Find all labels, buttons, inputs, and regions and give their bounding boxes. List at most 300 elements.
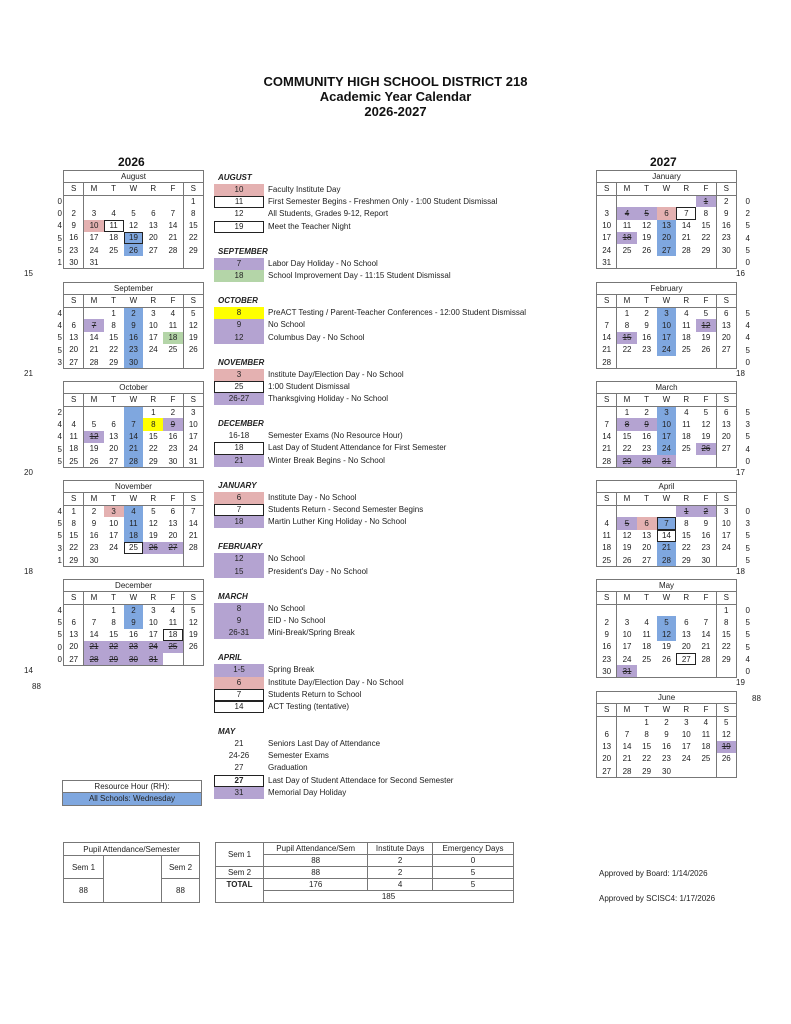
day-cell: 24 (716, 542, 736, 554)
weekday-header: S (716, 704, 736, 716)
day-cell: 24 (681, 754, 691, 764)
empty-cell (64, 195, 84, 207)
event-date: 3 (214, 369, 264, 381)
weekday-header: S (183, 295, 203, 307)
event-description: Columbus Day - No School (268, 332, 365, 342)
day-cell: 25 (642, 654, 652, 664)
day-cell: 21 (168, 233, 178, 243)
day-cell: 6 (151, 208, 156, 218)
month-name: August (64, 171, 203, 183)
month-attendance-total: 18 (24, 567, 33, 576)
day-cell: 5 (637, 207, 657, 219)
day-cell: 7 (703, 617, 709, 627)
day-cell: 20 (109, 444, 119, 454)
weekday-header: F (163, 592, 183, 604)
cell: 176 (264, 879, 368, 891)
event-description: Winter Break Begins - No School (268, 455, 385, 465)
day-cell: 13 (64, 629, 84, 641)
event-date: 16-18 (228, 431, 250, 441)
event-date: 7 (214, 504, 264, 516)
day-cell: 16 (662, 742, 671, 752)
weekday-header: T (637, 704, 657, 716)
day-cell: 28 (183, 542, 203, 554)
day-cell: 6 (64, 616, 84, 628)
day-cell: 24 (622, 654, 632, 664)
day-cell: 16 (642, 333, 652, 343)
day-cell: 28 (701, 654, 711, 664)
event-date: 12 (214, 553, 264, 565)
empty-cell (657, 256, 677, 268)
day-cell: 31 (89, 257, 99, 267)
event-row (214, 430, 574, 442)
day-cell: 9 (124, 319, 144, 331)
day-cell: 7 (597, 418, 617, 430)
day-cell: 9 (597, 629, 617, 641)
day-cell: 8 (143, 418, 163, 430)
day-cell: 10 (622, 630, 632, 640)
event-description: Institute Day/Election Day - No School (268, 677, 404, 687)
empty-cell (183, 256, 203, 268)
weekly-day-counts: 0 0 4 5 5 1 (57, 197, 62, 267)
day-cell: 8 (111, 617, 116, 627)
day-cell: 11 (622, 221, 632, 231)
empty-cell (124, 256, 144, 268)
weekday-header: S (716, 394, 736, 406)
attendance-summary-table (215, 842, 514, 903)
day-cell: 18 (163, 629, 183, 641)
day-cell: 4 (64, 418, 84, 430)
day-cell: 11 (701, 729, 711, 739)
event-description: Graduation (268, 763, 308, 773)
day-cell: 3 (151, 309, 156, 319)
empty-cell (163, 195, 183, 207)
empty-cell (163, 256, 183, 268)
empty-cell (676, 604, 696, 616)
day-cell: 2 (696, 505, 716, 517)
day-cell: 4 (124, 505, 144, 517)
day-cell: 13 (109, 432, 119, 442)
event-description: Memorial Day Holiday (268, 787, 347, 797)
school-year: 2026-2027 (364, 104, 427, 119)
empty-cell (617, 505, 637, 517)
day-cell: 11 (682, 320, 691, 330)
weekday-header: M (617, 704, 637, 716)
event-description: Spring Break (268, 665, 315, 675)
weekday-header: M (84, 295, 104, 307)
day-cell: 18 (681, 432, 691, 442)
day-cell: 26 (622, 555, 632, 565)
day-cell: 25 (168, 345, 178, 355)
day-cell: 3 (151, 606, 156, 616)
weekday-header: S (597, 704, 617, 716)
event-description: No School (268, 320, 305, 330)
day-cell: 16 (642, 432, 652, 442)
empty-cell (597, 716, 617, 728)
empty-cell (124, 195, 144, 207)
day-cell: 19 (701, 333, 711, 343)
day-cell: 30 (64, 256, 84, 268)
day-cell: 18 (701, 742, 711, 752)
weekday-header: S (716, 295, 736, 307)
day-cell: 9 (64, 220, 84, 232)
day-cell: 13 (168, 518, 178, 528)
day-cell: 2 (664, 718, 669, 728)
event-row (214, 762, 574, 774)
day-cell: 26 (143, 542, 163, 554)
day-cell: 26 (716, 753, 736, 765)
day-cell: 4 (684, 309, 689, 319)
day-cell: 22 (109, 345, 119, 355)
event-date: 18 (214, 516, 264, 528)
day-cell: 7 (183, 505, 203, 517)
day-cell: 12 (183, 319, 203, 331)
day-cell: 23 (642, 345, 652, 355)
weekday-header: R (676, 295, 696, 307)
day-cell: 20 (64, 344, 84, 356)
weekday-header: T (104, 295, 124, 307)
event-row (214, 553, 574, 565)
day-cell: 4 (703, 718, 709, 728)
day-cell: 14 (183, 517, 203, 529)
day-cell: 30 (701, 555, 711, 565)
weekday-header: S (716, 493, 736, 505)
weekday-header: T (637, 592, 657, 604)
day-cell: 14 (168, 221, 178, 231)
weekday-header: S (64, 295, 84, 307)
empty-cell (84, 307, 104, 319)
day-cell: 12 (642, 221, 652, 231)
day-cell: 3 (91, 208, 97, 218)
event-description: Meet the Teacher Night (268, 221, 351, 231)
month-name: January (597, 171, 736, 183)
empty-cell (676, 356, 696, 368)
weekday-header: R (143, 183, 163, 195)
day-cell: 28 (597, 455, 617, 467)
day-cell: 26 (183, 641, 203, 653)
weekday-header: W (657, 183, 677, 195)
day-cell: 5 (703, 309, 709, 319)
weekly-day-counts: 5 3 5 4 0 (745, 408, 750, 466)
event-row (214, 270, 574, 282)
day-cell: 24 (657, 344, 677, 356)
day-cell: 25 (109, 245, 119, 255)
day-cell: 4 (111, 208, 116, 218)
resource-hour-legend (62, 780, 202, 806)
empty-cell (597, 406, 617, 418)
day-cell: 1 (696, 195, 716, 207)
empty-cell (696, 455, 716, 467)
day-cell: 25 (64, 455, 84, 467)
day-cell: 11 (168, 617, 178, 627)
weekly-day-counts: 0 5 5 5 4 0 (745, 606, 750, 676)
empty-cell (716, 256, 736, 268)
day-cell: 20 (168, 531, 178, 541)
day-cell: 22 (183, 232, 203, 244)
day-cell: 15 (617, 332, 637, 344)
weekly-day-counts: 4 5 5 3 1 (57, 507, 62, 565)
month-attendance-total: 20 (24, 468, 33, 477)
day-cell: 12 (716, 728, 736, 740)
empty-cell (716, 455, 736, 467)
weekday-header: S (64, 592, 84, 604)
day-cell: 9 (703, 518, 709, 528)
grand-total: 185 (264, 891, 514, 903)
empty-cell (597, 307, 617, 319)
day-cell: 16 (89, 531, 99, 541)
day-cell: 15 (148, 432, 158, 442)
day-cell: 3 (657, 406, 677, 418)
scisc4-approval: Approved by SCISC4: 1/17/2026 (599, 894, 716, 903)
empty-cell (696, 604, 716, 616)
weekday-header: W (124, 295, 144, 307)
day-cell: 5 (91, 419, 97, 429)
day-cell: 10 (657, 418, 677, 430)
day-cell: 10 (109, 518, 119, 528)
day-cell: 31 (143, 653, 163, 665)
weekday-header: R (676, 493, 696, 505)
day-cell: 11 (104, 220, 124, 232)
event-row (214, 787, 574, 799)
day-cell: 15 (64, 530, 84, 542)
month-attendance-total: 15 (24, 269, 33, 279)
day-cell: 19 (701, 432, 711, 442)
day-cell: 1 (624, 309, 630, 319)
day-cell: 15 (109, 333, 119, 343)
day-cell: 28 (657, 554, 677, 566)
event-row (214, 221, 574, 233)
event-description: President's Day - No School (268, 566, 368, 576)
day-cell: 29 (64, 554, 84, 566)
event-description: No School (268, 603, 305, 613)
day-cell: 3 (624, 617, 630, 627)
day-cell: 22 (642, 754, 652, 764)
day-cell: 28 (597, 356, 617, 368)
weekday-header: W (124, 394, 144, 406)
event-row (214, 369, 574, 381)
weekday-header: S (716, 183, 736, 195)
semester2-total: 88 (752, 694, 761, 703)
day-cell: 12 (183, 616, 203, 628)
day-cell: 9 (637, 418, 657, 430)
day-cell: 16 (129, 630, 138, 640)
day-cell: 13 (148, 221, 158, 231)
day-cell: 6 (637, 517, 657, 529)
day-cell: 18 (681, 333, 691, 343)
year-label-right: 2027 (650, 155, 677, 169)
day-cell: 3 (183, 406, 203, 418)
day-cell: 25 (163, 641, 183, 653)
cell: 5 (432, 879, 513, 891)
day-cell: 27 (597, 765, 617, 777)
day-cell: 25 (681, 345, 691, 355)
month-calendar-may (596, 579, 737, 678)
day-cell: 24 (109, 543, 119, 553)
event-description: School Improvement Day - 11:15 Student Dismissal (268, 270, 451, 280)
day-cell: 5 (131, 208, 136, 218)
event-month-heading: OCTOBER (218, 296, 258, 306)
day-cell: 28 (84, 653, 104, 665)
weekday-header: M (84, 592, 104, 604)
page-title (0, 74, 791, 119)
day-cell: 21 (681, 233, 691, 243)
empty-cell (617, 256, 637, 268)
day-cell: 12 (701, 419, 711, 429)
empty-cell (696, 356, 716, 368)
day-cell: 17 (183, 431, 203, 443)
empty-cell (104, 256, 124, 268)
weekday-header: T (637, 295, 657, 307)
weekday-header: F (163, 183, 183, 195)
day-cell: 22 (622, 444, 632, 454)
event-description: Seniors Last Day of Attendance (268, 739, 381, 749)
empty-cell (676, 256, 696, 268)
day-cell: 17 (657, 431, 677, 443)
event-date: 27 (234, 763, 244, 773)
event-description: No School (268, 554, 305, 564)
day-cell: 15 (109, 630, 119, 640)
event-date: 12 (214, 332, 264, 344)
day-cell: 29 (642, 766, 652, 776)
day-cell: 11 (682, 419, 691, 429)
event-date: 8 (214, 603, 264, 615)
event-row (214, 775, 574, 787)
day-cell: 8 (684, 518, 689, 528)
day-cell: 22 (716, 641, 736, 653)
day-cell: 7 (84, 319, 104, 331)
day-cell: 10 (597, 220, 617, 232)
weekday-header: W (657, 394, 677, 406)
empty-cell (637, 356, 657, 368)
event-row (214, 307, 574, 319)
day-cell: 28 (124, 455, 144, 467)
day-cell: 16 (597, 641, 617, 653)
weekday-header: R (143, 295, 163, 307)
day-cell: 11 (124, 517, 144, 529)
event-row (214, 701, 574, 713)
empty-cell (183, 653, 203, 665)
empty-cell (637, 604, 657, 616)
weekday-header: F (163, 295, 183, 307)
day-cell: 10 (657, 319, 677, 331)
event-description: Students Return to School (268, 689, 362, 699)
day-cell: 4 (597, 517, 617, 529)
weekday-header: T (637, 493, 657, 505)
day-cell: 7 (624, 729, 630, 739)
day-cell: 22 (64, 542, 84, 554)
day-cell: 27 (716, 344, 736, 356)
empty-cell (163, 653, 183, 665)
weekday-header: R (676, 592, 696, 604)
day-cell: 27 (642, 555, 652, 565)
weekday-header: S (64, 493, 84, 505)
day-cell: 22 (148, 444, 158, 454)
event-month-heading: AUGUST (218, 173, 252, 182)
day-cell: 19 (148, 531, 158, 541)
day-cell: 29 (716, 653, 736, 665)
day-cell: 12 (657, 629, 677, 641)
calendar-title: Academic Year Calendar (319, 89, 472, 104)
day-cell: 4 (170, 309, 176, 319)
day-cell: 6 (657, 207, 677, 219)
event-row (214, 750, 574, 762)
day-cell: 19 (642, 233, 652, 243)
day-cell: 23 (124, 344, 144, 356)
empty-cell (657, 505, 677, 517)
day-cell: 18 (109, 233, 119, 243)
year-label-left: 2026 (118, 155, 145, 169)
event-date: 14 (214, 701, 264, 713)
day-cell: 5 (183, 307, 203, 319)
empty-cell (637, 195, 657, 207)
empty-cell (143, 554, 163, 566)
day-cell: 15 (681, 531, 691, 541)
month-name: March (597, 382, 736, 394)
day-cell: 16 (716, 220, 736, 232)
day-cell: 13 (657, 220, 677, 232)
day-cell: 22 (104, 641, 124, 653)
empty-cell (84, 406, 104, 418)
weekly-day-counts: 4 4 5 5 3 (57, 309, 62, 367)
day-cell: 30 (716, 244, 736, 256)
day-cell: 11 (597, 530, 617, 542)
empty-cell (617, 716, 637, 728)
day-cell: 6 (170, 507, 176, 517)
event-date: 7 (214, 258, 264, 270)
day-cell: 14 (681, 221, 691, 231)
day-cell: 21 (597, 344, 617, 356)
day-cell: 29 (104, 653, 124, 665)
weekday-header: W (657, 295, 677, 307)
weekday-header: W (657, 704, 677, 716)
day-cell: 17 (716, 530, 736, 542)
event-description: Last Day of Student Attendace for Second Semester (268, 775, 454, 785)
day-cell: 23 (64, 244, 84, 256)
month-calendar-september (63, 282, 204, 369)
day-cell: 3 (684, 718, 689, 728)
day-cell: 31 (183, 455, 203, 467)
day-cell: 3 (104, 505, 124, 517)
month-attendance-total: 21 (24, 369, 33, 378)
resource-hour-label: Resource Hour (RH): (63, 781, 201, 793)
empty-cell (104, 554, 124, 566)
empty-cell (84, 195, 104, 207)
day-cell: 8 (716, 616, 736, 628)
day-cell: 23 (662, 754, 671, 764)
day-cell: 12 (84, 431, 104, 443)
month-name: May (597, 580, 736, 592)
day-cell: 5 (617, 517, 637, 529)
day-cell: 23 (89, 543, 99, 553)
weekday-header: F (163, 493, 183, 505)
sem2-value: 88 (176, 886, 185, 895)
empty-cell (676, 455, 696, 467)
month-attendance-total: 18 (736, 567, 745, 576)
empty-cell (716, 356, 736, 368)
day-cell: 2 (124, 604, 144, 616)
day-cell: 18 (597, 542, 617, 554)
weekday-header: S (597, 493, 617, 505)
day-cell: 26 (696, 443, 716, 455)
day-cell: 23 (642, 444, 652, 454)
day-cell: 9 (716, 207, 736, 219)
weekly-day-counts: 2 4 4 5 5 (57, 408, 62, 466)
empty-cell (84, 604, 104, 616)
day-cell: 3 (657, 307, 677, 319)
day-cell: 1 (644, 718, 649, 728)
event-date: 27 (214, 775, 264, 787)
day-cell: 5 (183, 604, 203, 616)
day-cell: 31 (597, 256, 617, 268)
